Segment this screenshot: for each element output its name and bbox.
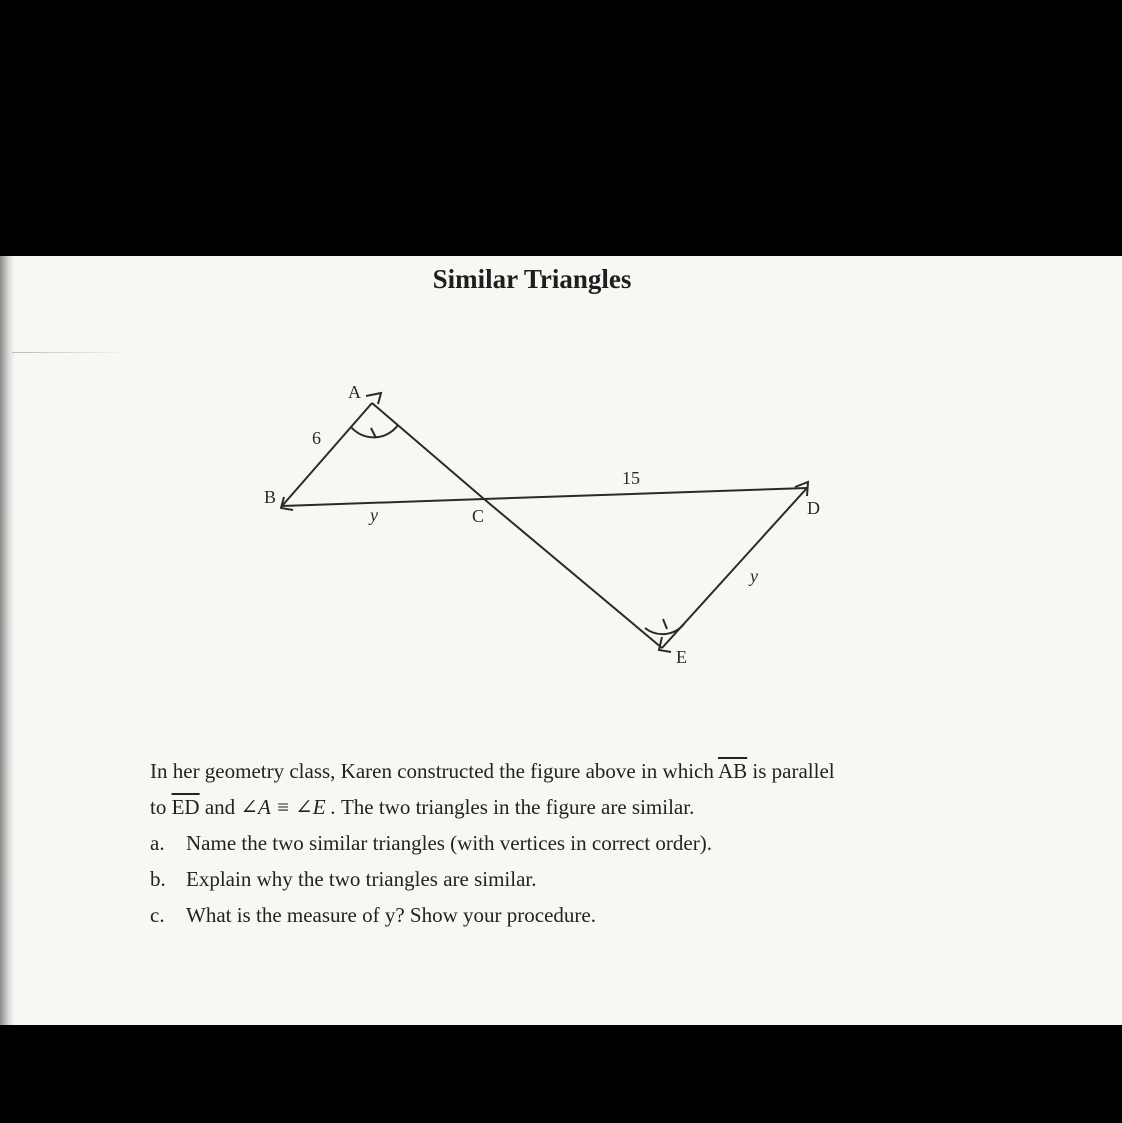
length-label-de: y <box>750 566 758 586</box>
to-text: to <box>150 795 167 819</box>
page-title: Similar Triangles <box>432 264 632 294</box>
segment-ce <box>484 499 662 648</box>
segment-ed-label: $\overline{ED}$ <box>171 795 200 819</box>
question-b <box>150 861 1010 897</box>
question-b-letter: b. <box>150 867 166 891</box>
vertex-label-c: C <box>472 506 485 526</box>
question-b-text: Explain why the two triangles are similar. <box>186 867 537 891</box>
problem-line-1 <box>150 753 1010 789</box>
angle-e-tick <box>663 619 667 629</box>
vertex-label-e: E <box>676 647 687 667</box>
length-label-bc: y <box>370 505 378 525</box>
segment-ab-label: $\overline{AB}$ <box>717 759 748 783</box>
question-a <box>150 825 1010 861</box>
problem-statement <box>150 753 1010 933</box>
angle-congruence: ∠A ≡ ∠E . <box>240 795 337 819</box>
vertex-label-b: B <box>264 487 277 507</box>
segment-ab <box>282 403 372 506</box>
vertex-label-d: D <box>807 498 820 518</box>
length-label-cd: 15 <box>622 468 640 488</box>
question-c-text: What is the measure of y? Show your procedure. <box>186 903 596 927</box>
intro-text-3: The two triangles in the figure are similar. <box>340 795 695 819</box>
vertex-label-a: A <box>348 382 361 402</box>
arrow-a-icon <box>366 393 381 404</box>
problem-line-2 <box>150 789 1010 825</box>
intro-text-1: In her geometry class, Karen constructed the figure above in which <box>150 759 714 783</box>
segment-bc <box>282 499 484 506</box>
intro-text-2: is parallel <box>752 759 835 783</box>
question-c-letter: c. <box>150 903 165 927</box>
question-a-letter: a. <box>150 831 165 855</box>
segment-ac <box>372 403 484 499</box>
question-a-text: Name the two similar triangles (with vertices in correct order). <box>186 831 712 855</box>
segment-cd <box>484 488 807 499</box>
length-label-ab: 6 <box>312 428 321 448</box>
angle-e-arc <box>645 624 684 634</box>
and-text: and <box>204 795 236 819</box>
question-c <box>150 897 1010 933</box>
